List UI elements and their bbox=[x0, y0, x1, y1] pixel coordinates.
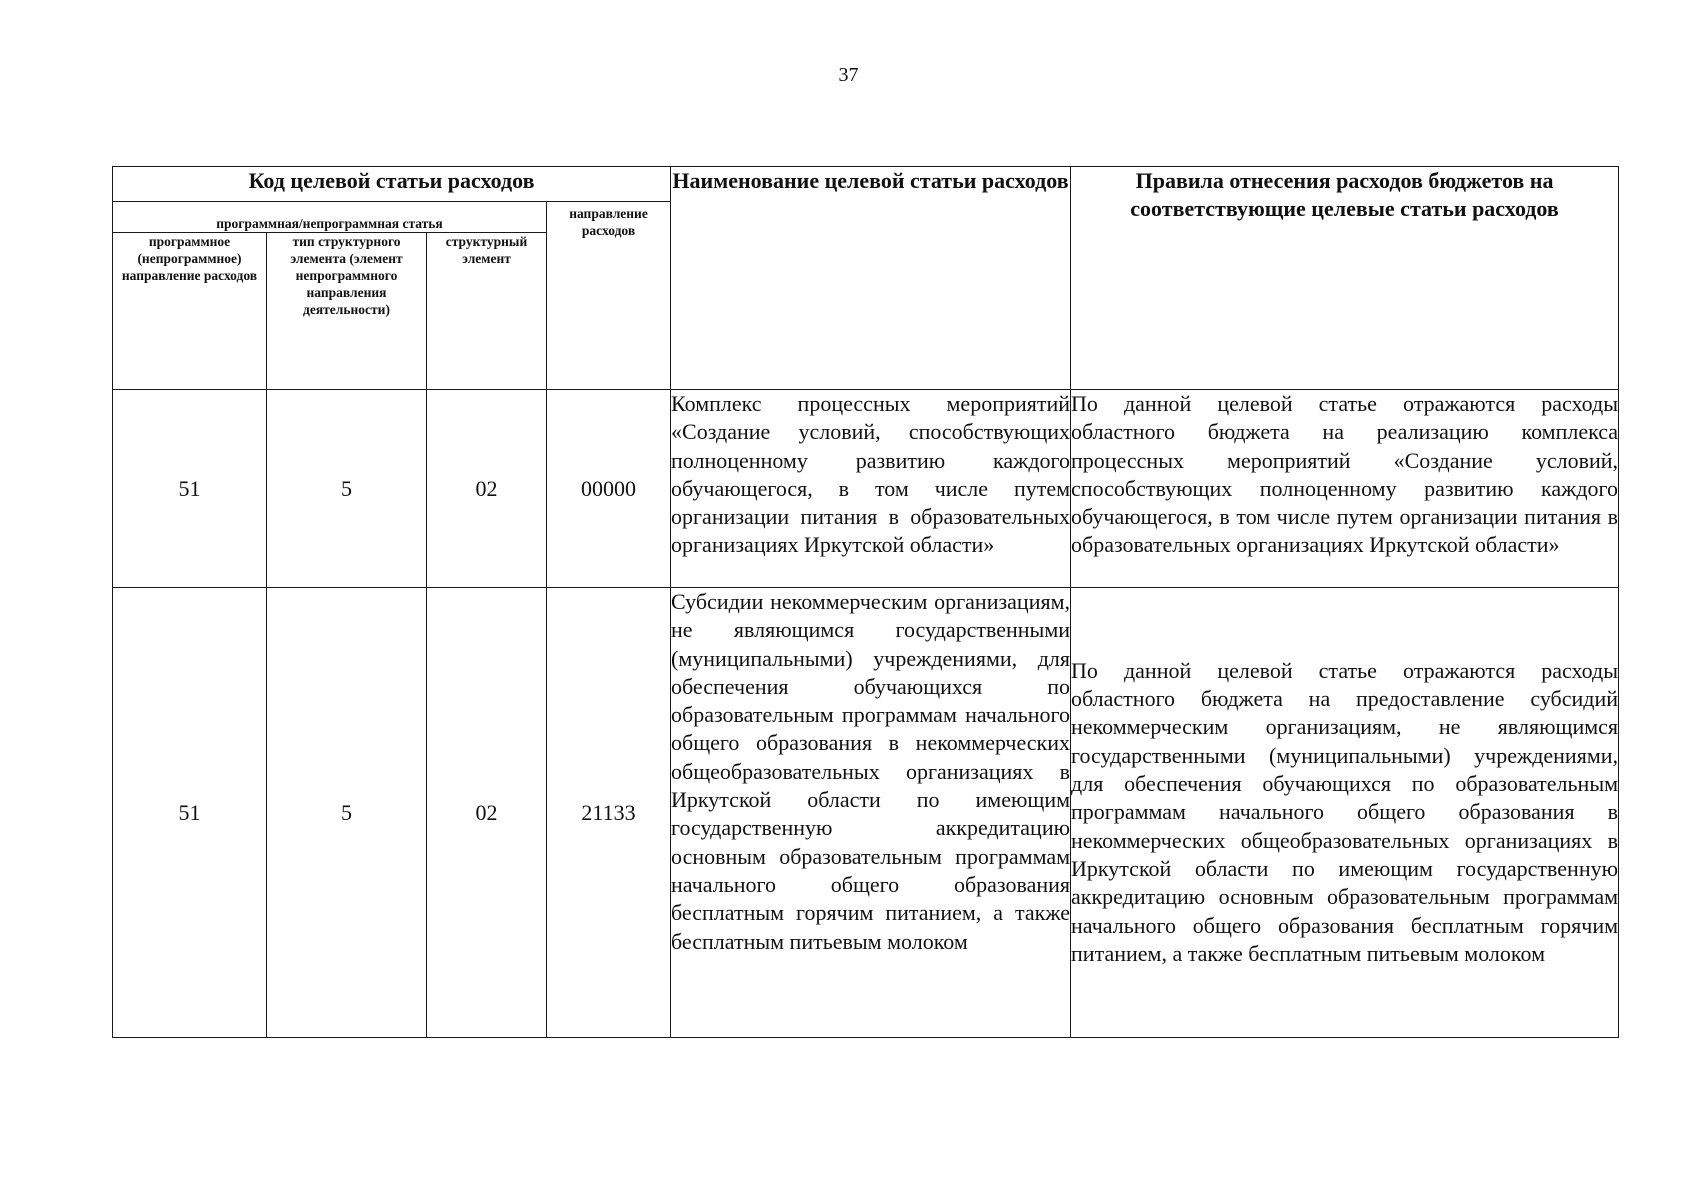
expense-rule-cell: По данной целевой статье отражаются расходы областного бюджета на реализацию комплекса процессных мероприятий «Создание условий, способствующих полноценному развитию каждого обучающегося, в том числе путем организации питания в образовательных организациях Иркутской области» bbox=[1071, 390, 1619, 588]
program-article-header: программная/непрограммная статья bbox=[113, 202, 547, 233]
element-code-cell: 02 bbox=[427, 390, 547, 588]
structural-element-type-header: тип структурного элемента (элемент непрограммного направления деятельности) bbox=[267, 233, 427, 390]
structural-element-header: структурный элемент bbox=[427, 233, 547, 390]
type-code-cell: 5 bbox=[267, 588, 427, 1038]
direction-code-cell: 21133 bbox=[547, 588, 671, 1038]
type-code-cell: 5 bbox=[267, 390, 427, 588]
table-row bbox=[113, 390, 1619, 588]
target-expense-table bbox=[112, 166, 1619, 1038]
expense-name-cell: Комплекс процессных мероприятий «Создание условий, способствующих полноценному развитию каждого обучающегося, в том числе путем организации питания в образовательных организациях Иркутской области» bbox=[671, 390, 1071, 588]
rules-title-header: Правила отнесения расходов бюджетов на соответствующие целевые статьи расходов bbox=[1071, 167, 1619, 390]
code-title-header: Код целевой статьи расходов bbox=[113, 167, 671, 202]
name-title-header: Наименование целевой статьи расходов bbox=[671, 167, 1071, 390]
program-code-cell: 51 bbox=[113, 390, 267, 588]
table-row bbox=[113, 588, 1619, 1038]
program-code-cell: 51 bbox=[113, 588, 267, 1038]
element-code-cell: 02 bbox=[427, 588, 547, 1038]
page-number: 37 bbox=[838, 64, 859, 86]
expense-direction-header: направление расходов bbox=[547, 202, 671, 390]
expense-rule-cell: По данной целевой статье отражаются расходы областного бюджета на предоставление субсидий некоммерческим организациям, не являющимся государственными (муниципальными) учреждениями, для обеспечения обучающихся по образовательным программам начального общего образования в некоммерческих общеобразовательных организациях в Иркутской области по имеющим государственную аккредитацию основным образовательным программам начального общего образования бесплатным горячим питанием, а также бесплатным питьевым молоком bbox=[1071, 588, 1619, 1038]
header-row-1 bbox=[113, 167, 1619, 202]
expense-name-cell: Субсидии некоммерческим организациям, не являющимся государственными (муниципальными) учреждениями, для обеспечения обучающихся по образовательным программам начального общего образования в некоммерческих общеобразовательных организациях в Иркутской области по имеющим государственную аккредитацию основным образовательным программам начального общего образования бесплатным горячим питанием, а также бесплатным питьевым молоком bbox=[671, 588, 1071, 1038]
program-direction-header: программное (непрограммное) направление расходов bbox=[113, 233, 267, 390]
direction-code-cell: 00000 bbox=[547, 390, 671, 588]
